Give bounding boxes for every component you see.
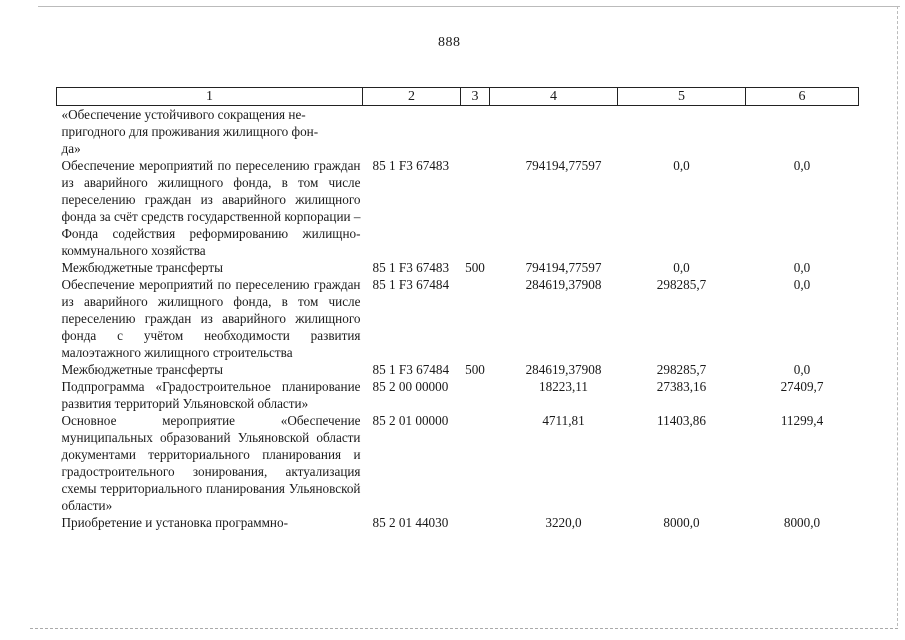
- row-vr: [461, 412, 490, 514]
- row-value-2023: 3220,0: [545, 515, 582, 530]
- row-name: Приобретение и установка программно-: [61, 515, 288, 530]
- row-vr: [461, 157, 490, 259]
- row-code: 85 1 F3 67484: [372, 362, 450, 377]
- row-value-2025: 27409,7: [780, 379, 824, 394]
- row-value-2023: [490, 106, 618, 158]
- scan-edge-right: [897, 6, 898, 626]
- row-value-2025: 0,0: [793, 277, 811, 292]
- scan-edge-top: [38, 6, 900, 7]
- row-value-2024: 0,0: [673, 158, 690, 173]
- row-value-2023: 18223,11: [539, 379, 588, 394]
- table-row: [57, 259, 859, 276]
- row-value-2025: 11299,4: [780, 413, 824, 428]
- row-name: «Обеспечение устойчивого сокращения не- пригодного для проживания жилищного фон- да»: [61, 107, 319, 156]
- row-value-2024: 8000,0: [663, 515, 700, 530]
- row-value-2025: [746, 106, 859, 158]
- row-value-2024: 11403,86: [657, 413, 706, 428]
- col-header-5: 5: [618, 88, 746, 106]
- row-name: Основное мероприятие «Обеспечение муниципальных образований Ульяновской области документами территориального планирования и градостроительного зонирования, актуализация схемы территориального планирования Ульяновской области»: [61, 413, 361, 513]
- col-header-3: 3: [461, 88, 490, 106]
- row-value-2023: 794194,77597: [525, 260, 602, 275]
- row-vr: 500: [465, 362, 485, 377]
- col-header-1: 1: [57, 88, 363, 106]
- row-value-2023: 284619,37908: [525, 362, 602, 377]
- row-value-2025: 0,0: [793, 362, 811, 377]
- table-row: [57, 412, 859, 514]
- row-value-2023: 284619,37908: [525, 277, 602, 292]
- scan-edge-bottom: [30, 628, 898, 629]
- row-code: 85 1 F3 67483: [372, 260, 450, 275]
- row-code: 85 2 00 00000: [372, 379, 449, 394]
- row-name: Подпрограмма «Градостроительное планирование развития территорий Ульяновской области»: [61, 379, 361, 411]
- row-value-2025: 8000,0: [783, 515, 821, 530]
- col-header-6: 6: [746, 88, 859, 106]
- row-name: Межбюджетные трансферты: [61, 260, 223, 275]
- row-vr: [461, 378, 490, 412]
- row-value-2024: 27383,16: [656, 379, 707, 394]
- row-name: Обеспечение мероприятий по переселению граждан из аварийного жилищного фонда, в том числе переселению граждан из аварийного жилищного фонда с учётом необходимости развития малоэтажного жилищного строительства: [61, 277, 361, 360]
- row-vr: [461, 106, 490, 158]
- table-row: [57, 514, 859, 531]
- row-code: 85 1 F3 67484: [372, 277, 450, 292]
- table-row: [57, 276, 859, 361]
- col-header-2: 2: [363, 88, 461, 106]
- row-value-2024: 298285,7: [656, 362, 707, 377]
- row-value-2024: 298285,7: [656, 277, 707, 292]
- row-code: 85 1 F3 67483: [372, 158, 450, 173]
- header-row: [57, 88, 859, 106]
- row-value-2025: 0,0: [793, 158, 811, 173]
- row-vr: [461, 276, 490, 361]
- row-code: 85 2 01 00000: [372, 413, 449, 428]
- row-value-2023: 794194,77597: [525, 158, 602, 173]
- row-value-2024: 0,0: [673, 260, 690, 275]
- row-vr: [461, 514, 490, 531]
- table-row: [57, 378, 859, 412]
- table-row: [57, 157, 859, 259]
- row-vr: 500: [465, 260, 485, 275]
- row-value-2024: [618, 106, 746, 158]
- table-row: [57, 106, 859, 158]
- row-code: [363, 106, 461, 158]
- row-value-2023: 4711,81: [542, 413, 585, 428]
- row-name: Межбюджетные трансферты: [61, 362, 223, 377]
- table-row: [57, 361, 859, 378]
- col-header-4: 4: [490, 88, 618, 106]
- page-number: 888: [438, 35, 461, 50]
- budget-table: [56, 87, 859, 531]
- row-code: 85 2 01 44030: [372, 515, 449, 530]
- row-value-2025: 0,0: [793, 260, 811, 275]
- row-name: Обеспечение мероприятий по переселению граждан из аварийного жилищного фонда, в том числе переселению граждан из аварийного жилищного фонда за счёт средств государственной корпорации – Фонда содействия реформированию жилищно-коммунального хозяйства: [61, 158, 361, 258]
